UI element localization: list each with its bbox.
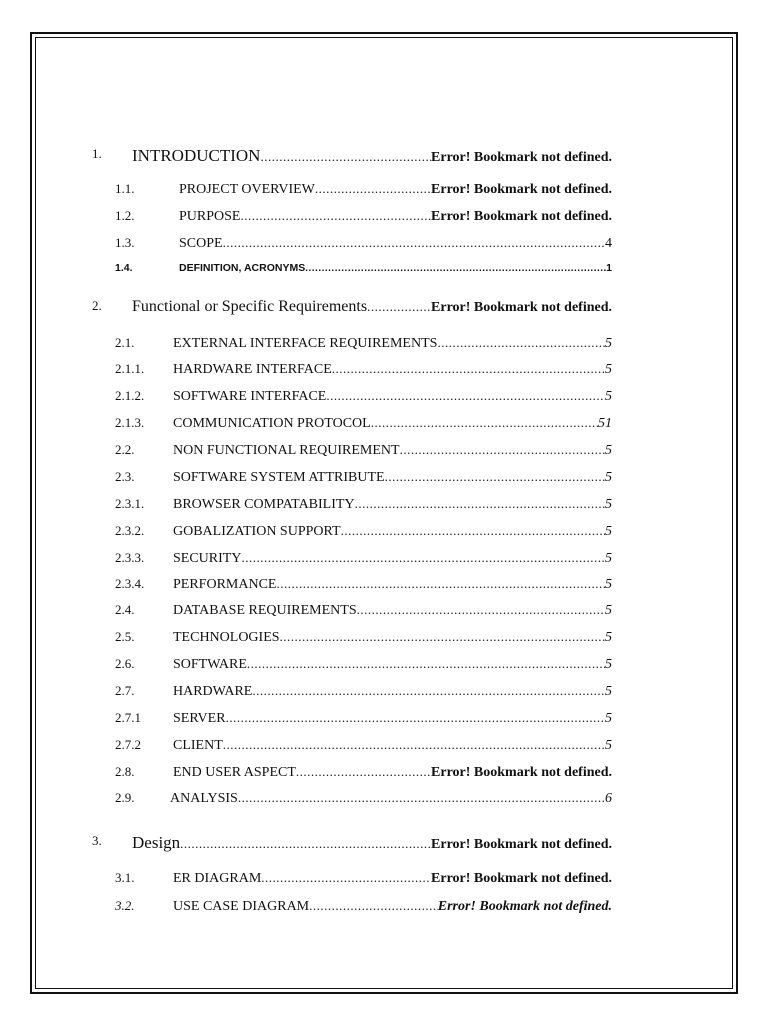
toc-entry-title: Functional or Specific Requirements — [132, 298, 368, 315]
toc-entry-title: PURPOSE — [179, 209, 241, 224]
toc-entry[interactable] — [0, 146, 768, 168]
toc-dot-leader — [223, 235, 605, 251]
toc-entry-number: 2.3.2. — [115, 523, 145, 538]
toc-entry[interactable] — [0, 361, 768, 383]
toc-entry[interactable] — [0, 181, 768, 203]
toc-entry[interactable] — [0, 469, 768, 491]
toc-entry-number: 1.2. — [115, 208, 135, 223]
toc-entry-number: 1.1. — [115, 181, 135, 196]
toc-entry-title: HARDWARE — [173, 684, 253, 699]
toc-dot-leader — [247, 656, 605, 672]
toc-entry[interactable] — [0, 710, 768, 732]
toc-entry[interactable] — [0, 335, 768, 357]
toc-entry[interactable] — [0, 442, 768, 464]
toc-entry-page: 5 — [605, 577, 612, 592]
toc-entry-page: 5 — [605, 603, 612, 618]
toc-entry-title: Design — [132, 833, 181, 852]
toc-entry-number: 1. — [92, 146, 102, 161]
toc-entry-number: 2.2. — [115, 442, 135, 457]
toc-entry-number: 2.6. — [115, 656, 135, 671]
toc-entry-number: 2.4. — [115, 602, 135, 617]
toc-entry-title: SCOPE — [179, 236, 223, 251]
toc-entry[interactable] — [0, 629, 768, 651]
toc-entry-number: 2.7.1 — [115, 710, 141, 725]
toc-entry-page: Error! Bookmark not defined. — [431, 871, 612, 886]
toc-dot-leader — [296, 764, 431, 780]
toc-entry-page: Error! Bookmark not defined. — [431, 150, 612, 165]
toc-entry-number: 2.5. — [115, 629, 135, 644]
toc-entry-number: 2.3.1. — [115, 496, 145, 511]
toc-entry-title: SOFTWARE — [173, 657, 247, 672]
toc-entry-number: 2.7. — [115, 683, 135, 698]
toc-entry-number: 2.7.2 — [115, 737, 141, 752]
toc-entry[interactable] — [0, 208, 768, 230]
toc-dot-leader — [223, 737, 605, 753]
toc-entry-page: 5 — [605, 362, 612, 377]
toc-entry-page: Error! Bookmark not defined. — [431, 837, 612, 852]
toc-entry-title: ER DIAGRAM — [173, 871, 262, 886]
toc-dot-leader — [315, 181, 431, 197]
toc-entry-title: PERFORMANCE — [173, 577, 277, 592]
toc-entry-number: 2.3. — [115, 469, 135, 484]
toc-entry-number: 2.8. — [115, 764, 135, 779]
toc-entry-title: HARDWARE INTERFACE — [173, 362, 332, 377]
toc-entry-number: 2.3.3. — [115, 550, 145, 565]
toc-entry-number: 2.1. — [115, 335, 135, 350]
toc-entry[interactable] — [0, 235, 768, 257]
toc-entry-page: 5 — [605, 389, 612, 404]
toc-entry-title: SERVER — [173, 711, 226, 726]
toc-entry-page: 5 — [605, 497, 612, 512]
toc-entry-page: 5 — [605, 630, 612, 645]
toc-dot-leader — [180, 836, 431, 852]
toc-entry-title: SOFTWARE SYSTEM ATTRIBUTE — [173, 470, 385, 485]
toc-entry-title: BROWSER COMPATABILITY — [173, 497, 355, 512]
toc-entry[interactable] — [0, 388, 768, 410]
toc-entry-title: USE CASE DIAGRAM — [173, 899, 310, 914]
toc-entry-title: ANALYSIS — [170, 791, 238, 806]
toc-entry-title: INTRODUCTION — [132, 146, 261, 165]
toc-entry-title: COMMUNICATION PROTOCOL — [173, 416, 371, 431]
toc-entry-title: END USER ASPECT — [173, 765, 296, 780]
toc-entry[interactable] — [0, 523, 768, 545]
toc-entry-page: Error! Bookmark not defined. — [431, 209, 612, 224]
toc-entry-page: 4 — [605, 236, 612, 251]
toc-dot-leader — [305, 263, 606, 274]
toc-entry-number: 1.4. — [115, 262, 133, 274]
toc-entry[interactable] — [0, 870, 768, 892]
toc-entry[interactable] — [0, 764, 768, 786]
toc-dot-leader — [355, 496, 605, 512]
toc-dot-leader — [309, 898, 438, 914]
toc-dot-leader — [280, 629, 605, 645]
toc-entry[interactable] — [0, 898, 768, 920]
toc-entry-page: 5 — [605, 684, 612, 699]
toc-entry[interactable] — [0, 656, 768, 678]
toc-entry-number: 2.1.1. — [115, 361, 145, 376]
toc-entry-number: 3.1. — [115, 870, 135, 885]
toc-entry[interactable] — [0, 496, 768, 518]
toc-entry-number: 2.3.4. — [115, 576, 145, 591]
toc-entry-title: EXTERNAL INTERFACE REQUIREMENTS — [173, 336, 438, 351]
toc-entry-number: 2.9. — [115, 790, 135, 805]
toc-entry-page: 5 — [605, 738, 612, 753]
toc-entry-page: 6 — [605, 791, 612, 806]
toc-entry-page: Error! Bookmark not defined. — [437, 899, 612, 914]
toc-entry-number: 2.1.3. — [115, 415, 145, 430]
toc-dot-leader — [326, 388, 605, 404]
toc-entry-number: 1.3. — [115, 235, 135, 250]
toc-entry-number: 2. — [92, 298, 102, 313]
toc-dot-leader — [241, 550, 605, 566]
toc-entry-title: GOBALIZATION SUPPORT — [173, 524, 341, 539]
toc-dot-leader — [437, 335, 605, 351]
toc-entry-number: 3.2. — [115, 898, 135, 913]
toc-dot-leader — [240, 208, 431, 224]
toc-entry-title: PROJECT OVERVIEW — [179, 182, 315, 197]
toc-entry-page: 1 — [606, 262, 612, 274]
toc-dot-leader — [332, 361, 605, 377]
toc-dot-leader — [385, 469, 605, 485]
toc-entry-page: 5 — [605, 551, 612, 566]
toc-dot-leader — [400, 442, 605, 458]
toc-dot-leader — [276, 576, 605, 592]
toc-entry-number: 2.1.2. — [115, 388, 145, 403]
toc-entry-title: SOFTWARE INTERFACE — [173, 389, 327, 404]
toc-entry-page: 5 — [605, 524, 612, 539]
toc-dot-leader — [371, 415, 598, 431]
toc-entry-page: Error! Bookmark not defined. — [431, 300, 612, 315]
toc-entry-title: DEFINITION, ACRONYMS — [179, 262, 306, 274]
toc-entry[interactable] — [0, 833, 768, 855]
toc-entry-title: SECURITY — [173, 551, 242, 566]
toc-entry-page: 5 — [605, 443, 612, 458]
toc-dot-leader — [367, 299, 431, 315]
toc-entry-title: NON FUNCTIONAL REQUIREMENT — [173, 443, 400, 458]
toc-entry-number: 3. — [92, 833, 102, 848]
toc-dot-leader — [261, 870, 431, 886]
toc-entry-page: 5 — [605, 711, 612, 726]
toc-entry-title: TECHNOLOGIES — [173, 630, 280, 645]
toc-dot-leader — [260, 149, 431, 165]
toc-entry[interactable] — [0, 683, 768, 705]
toc-entry[interactable] — [0, 298, 768, 320]
toc-entry-page: 51 — [598, 416, 612, 431]
toc-dot-leader — [238, 790, 605, 806]
toc-entry-title: DATABASE REQUIREMENTS — [173, 603, 357, 618]
toc-dot-leader — [252, 683, 605, 699]
toc-entry[interactable] — [0, 602, 768, 624]
toc-dot-leader — [341, 523, 605, 539]
toc-entry[interactable] — [0, 550, 768, 572]
toc-entry-title: CLIENT — [173, 738, 223, 753]
toc-entry-page: 5 — [605, 470, 612, 485]
toc-entry[interactable] — [0, 790, 768, 812]
toc-dot-leader — [357, 602, 605, 618]
toc-entry-page: Error! Bookmark not defined. — [431, 765, 612, 780]
toc-entry[interactable] — [0, 576, 768, 598]
toc-entry[interactable] — [0, 415, 768, 437]
toc-entry-page: Error! Bookmark not defined. — [431, 182, 612, 197]
toc-entry[interactable] — [0, 737, 768, 759]
toc-entry-page: 5 — [605, 657, 612, 672]
toc-entry[interactable] — [0, 262, 768, 284]
toc-entry-page: 5 — [605, 336, 612, 351]
toc-dot-leader — [226, 710, 605, 726]
